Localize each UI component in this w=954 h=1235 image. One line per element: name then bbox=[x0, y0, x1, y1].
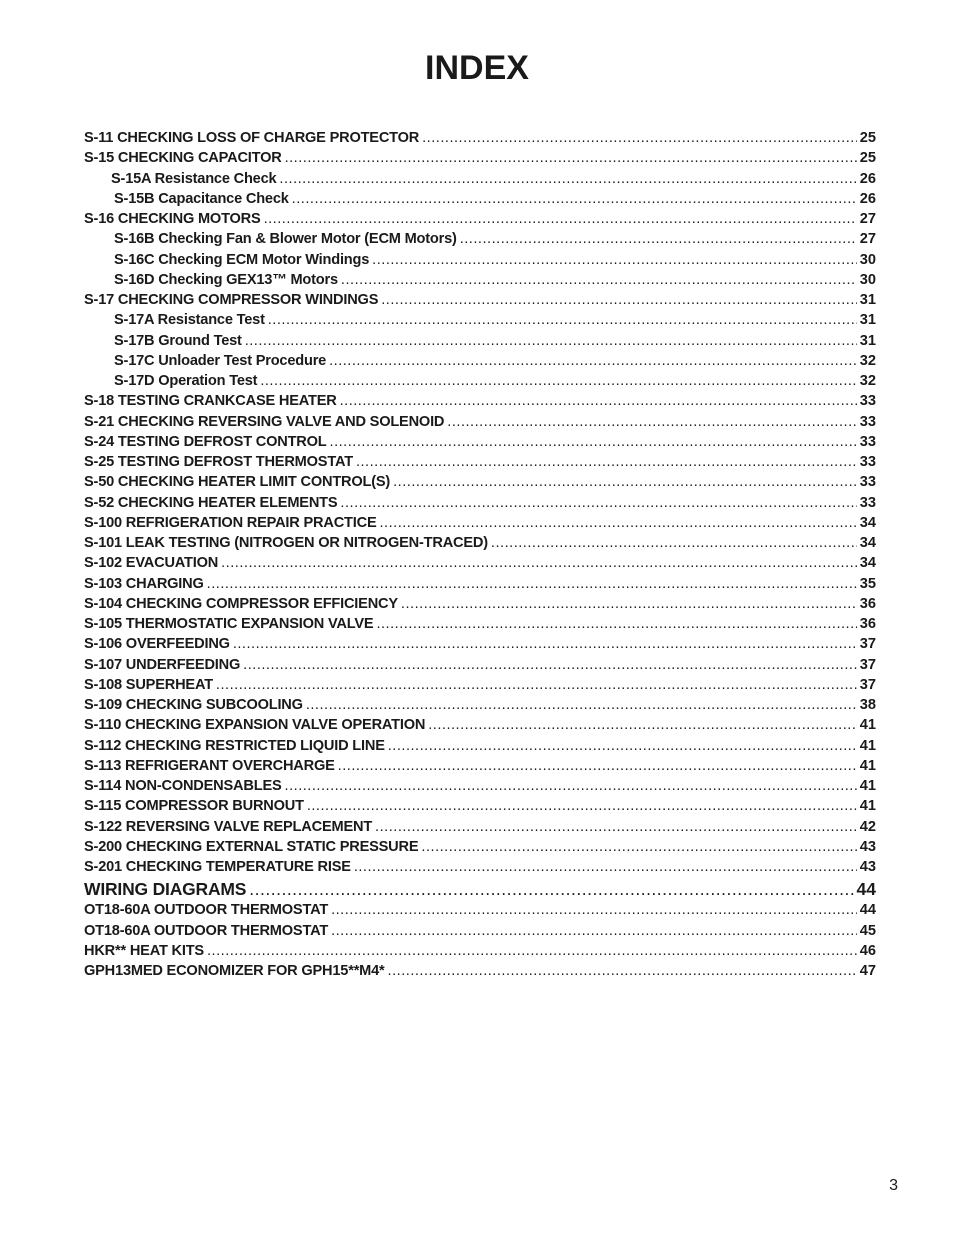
toc-entry bbox=[84, 171, 876, 191]
toc-entry-page: 31 bbox=[859, 292, 876, 308]
toc-entry bbox=[84, 879, 876, 902]
toc-dot-leader bbox=[264, 211, 857, 227]
toc-entry-page: 43 bbox=[859, 859, 876, 875]
toc-entry-page: 33 bbox=[859, 393, 876, 410]
toc-entry-page: 33 bbox=[859, 474, 876, 491]
toc-entry-title: OT18-60A OUTDOOR THERMOSTAT bbox=[84, 902, 329, 919]
toc-entry bbox=[84, 616, 876, 636]
toc-entry-title: S-16D Checking GEX13™ Motors bbox=[114, 271, 338, 288]
toc-dot-leader bbox=[340, 495, 856, 511]
toc-entry-page: 45 bbox=[859, 922, 876, 939]
toc-entry-title: S-122 REVERSING VALVE REPLACEMENT bbox=[84, 818, 373, 835]
toc-entry-page: 37 bbox=[859, 656, 876, 673]
toc-entry-page: 37 bbox=[859, 676, 876, 693]
toc-entry-page: 33 bbox=[859, 454, 876, 470]
toc-dot-leader bbox=[292, 191, 857, 207]
toc-dot-leader bbox=[376, 616, 856, 632]
toc-dot-leader bbox=[421, 839, 856, 855]
toc-dot-leader bbox=[285, 150, 857, 166]
toc-dot-leader bbox=[285, 778, 857, 794]
toc-dot-leader bbox=[331, 923, 857, 939]
toc-entry bbox=[84, 576, 876, 596]
toc-dot-leader bbox=[268, 312, 857, 328]
toc-dot-leader bbox=[207, 943, 857, 959]
toc-entry bbox=[84, 211, 876, 231]
toc-dot-leader bbox=[233, 636, 857, 652]
toc-dot-leader bbox=[422, 130, 857, 146]
toc-entry bbox=[84, 758, 876, 778]
toc-dot-leader bbox=[381, 292, 857, 308]
toc-entry-title: S-102 EVACUATION bbox=[84, 555, 219, 572]
toc-entry-page: 43 bbox=[859, 838, 876, 855]
toc-entry-page: 27 bbox=[859, 231, 876, 248]
toc-entry-title: S-113 REFRIGERANT OVERCHARGE bbox=[84, 757, 335, 774]
toc-dot-leader bbox=[249, 879, 853, 900]
toc-entry-page: 35 bbox=[859, 575, 876, 592]
toc-entry-page: 26 bbox=[859, 170, 876, 187]
toc-entry-title: S-24 TESTING DEFROST CONTROL bbox=[84, 433, 327, 450]
toc-entry-title: S-106 OVERFEEDING bbox=[84, 636, 230, 653]
toc-dot-leader bbox=[207, 576, 857, 592]
toc-dot-leader bbox=[388, 963, 857, 979]
toc-dot-leader bbox=[330, 434, 857, 450]
toc-entry-title: WIRING DIAGRAMS bbox=[84, 879, 247, 900]
toc-entry bbox=[84, 902, 876, 922]
toc-entry-page: 25 bbox=[859, 130, 876, 146]
toc-entry bbox=[84, 130, 876, 150]
toc-entry-title: S-112 CHECKING RESTRICTED LIQUID LINE bbox=[84, 737, 385, 754]
toc-entry-page: 30 bbox=[859, 251, 876, 268]
toc-entry-title: S-115 COMPRESSOR BURNOUT bbox=[84, 798, 304, 815]
toc-dot-leader bbox=[306, 697, 857, 713]
toc-entry-title: S-100 REFRIGERATION REPAIR PRACTICE bbox=[84, 514, 377, 531]
toc-dot-leader bbox=[428, 717, 857, 733]
toc-entry-page: 34 bbox=[859, 514, 876, 531]
toc-entry bbox=[84, 272, 876, 292]
toc-entry-page: 36 bbox=[859, 595, 876, 612]
toc-dot-leader bbox=[460, 231, 857, 247]
toc-entry-title: S-201 CHECKING TEMPERATURE RISE bbox=[84, 859, 351, 875]
toc-entry-title: S-110 CHECKING EXPANSION VALVE OPERATION bbox=[84, 717, 426, 734]
page-number: 3 bbox=[889, 1177, 898, 1194]
toc-entry-page: 38 bbox=[859, 697, 876, 713]
toc-entry-title: S-21 CHECKING REVERSING VALVE AND SOLENOID bbox=[84, 413, 445, 430]
toc-dot-leader bbox=[216, 677, 857, 693]
toc-entry-title: S-50 CHECKING HEATER LIMIT CONTROL(S) bbox=[84, 474, 391, 491]
toc-entry-title: OT18-60A OUTDOOR THERMOSTAT bbox=[84, 922, 329, 939]
toc-dot-leader bbox=[221, 555, 857, 571]
toc-entry bbox=[84, 943, 876, 963]
toc-entry bbox=[84, 738, 876, 758]
toc-entry-page: 41 bbox=[859, 757, 876, 774]
toc-dot-leader bbox=[375, 819, 857, 835]
toc-entry bbox=[84, 798, 876, 818]
toc-entry-title: S-17C Unloader Test Procedure bbox=[114, 352, 327, 369]
toc-entry bbox=[84, 963, 876, 983]
toc-entry-title: GPH13MED ECONOMIZER FOR GPH15**M4* bbox=[84, 963, 385, 979]
toc-dot-leader bbox=[491, 535, 857, 551]
toc-entry-title: S-15 CHECKING CAPACITOR bbox=[84, 150, 282, 167]
toc-entry-page: 27 bbox=[859, 211, 876, 227]
toc-dot-leader bbox=[401, 596, 857, 612]
toc-entry-title: S-18 TESTING CRANKCASE HEATER bbox=[84, 393, 337, 410]
toc-entry-title: S-114 NON-CONDENSABLES bbox=[84, 778, 282, 794]
toc-dot-leader bbox=[338, 758, 857, 774]
toc-entry bbox=[84, 555, 876, 575]
toc-entry-page: 30 bbox=[859, 271, 876, 288]
toc-entry-page: 33 bbox=[859, 413, 876, 430]
toc-entry-title: S-17A Resistance Test bbox=[114, 312, 265, 329]
toc-entry-title: S-15B Capacitance Check bbox=[114, 190, 289, 207]
toc-entry-page: 33 bbox=[859, 494, 876, 511]
toc-entry bbox=[84, 292, 876, 312]
toc-entry-page: 42 bbox=[859, 818, 876, 835]
toc-entry-page: 44 bbox=[856, 879, 876, 900]
toc-entry-page: 31 bbox=[859, 312, 876, 329]
toc-entry bbox=[84, 495, 876, 515]
toc-entry-page: 41 bbox=[859, 717, 876, 734]
toc-entry bbox=[84, 515, 876, 535]
toc-entry-page: 32 bbox=[859, 373, 876, 389]
toc-entry-page: 44 bbox=[859, 902, 876, 919]
toc-entry bbox=[84, 636, 876, 656]
toc-entry-title: S-200 CHECKING EXTERNAL STATIC PRESSURE bbox=[84, 838, 419, 855]
toc-dot-leader bbox=[341, 272, 857, 288]
toc-entry bbox=[84, 819, 876, 839]
toc-entry-page: 34 bbox=[859, 535, 876, 551]
toc-entry-title: S-17 CHECKING COMPRESSOR WINDINGS bbox=[84, 292, 379, 308]
toc-entry-page: 41 bbox=[859, 798, 876, 815]
toc-dot-leader bbox=[354, 859, 857, 875]
toc-entry-title: S-16C Checking ECM Motor Windings bbox=[114, 251, 370, 268]
toc-dot-leader bbox=[372, 252, 857, 268]
page-title: INDEX bbox=[425, 49, 529, 87]
toc-entry-title: S-15A Resistance Check bbox=[111, 170, 277, 187]
toc-entry bbox=[84, 778, 876, 798]
toc-entry bbox=[84, 373, 876, 393]
toc-entry-title: S-109 CHECKING SUBCOOLING bbox=[84, 697, 303, 713]
toc-entry bbox=[84, 414, 876, 434]
toc-dot-leader bbox=[447, 414, 856, 430]
toc-entry bbox=[84, 312, 876, 332]
toc-entry-page: 41 bbox=[859, 737, 876, 754]
toc-entry bbox=[84, 596, 876, 616]
toc-entry bbox=[84, 677, 876, 697]
toc-dot-leader bbox=[356, 454, 857, 470]
toc-entry-page: 32 bbox=[859, 352, 876, 369]
toc-entry-title: S-16B Checking Fan & Blower Motor (ECM Motors) bbox=[114, 231, 457, 248]
toc-entry-title: S-103 CHARGING bbox=[84, 575, 204, 592]
toc-entry bbox=[84, 454, 876, 474]
toc-entry bbox=[84, 697, 876, 717]
toc-entry bbox=[84, 353, 876, 373]
toc-entry-page: 31 bbox=[859, 332, 876, 349]
toc-entry bbox=[84, 474, 876, 494]
toc-entry-page: 41 bbox=[859, 778, 876, 794]
toc-entry-title: S-17D Operation Test bbox=[114, 373, 258, 389]
toc-dot-leader bbox=[329, 353, 857, 369]
toc-entry-page: 47 bbox=[859, 963, 876, 979]
toc-entry bbox=[84, 333, 876, 353]
toc-entry-page: 26 bbox=[859, 190, 876, 207]
toc-entry bbox=[84, 393, 876, 413]
toc-dot-leader bbox=[331, 902, 857, 918]
toc-entry bbox=[84, 231, 876, 251]
toc-entry-title: S-25 TESTING DEFROST THERMOSTAT bbox=[84, 454, 353, 470]
toc-entry bbox=[84, 657, 876, 677]
toc-dot-leader bbox=[307, 798, 857, 814]
toc-dot-leader bbox=[379, 515, 856, 531]
toc-dot-leader bbox=[245, 333, 857, 349]
toc-entry-title: S-105 THERMOSTATIC EXPANSION VALVE bbox=[84, 616, 374, 632]
toc-entry bbox=[84, 717, 876, 737]
toc-entry-title: S-52 CHECKING HEATER ELEMENTS bbox=[84, 494, 338, 511]
toc-entry-page: 25 bbox=[859, 150, 876, 167]
toc-dot-leader bbox=[388, 738, 857, 754]
toc-entry bbox=[84, 191, 876, 211]
toc-entry-page: 46 bbox=[859, 942, 876, 959]
toc-dot-leader bbox=[243, 657, 857, 673]
toc-entry-page: 37 bbox=[859, 636, 876, 653]
table-of-contents bbox=[84, 130, 876, 983]
toc-entry-title: S-16 CHECKING MOTORS bbox=[84, 211, 261, 227]
toc-entry-page: 36 bbox=[859, 616, 876, 632]
toc-entry bbox=[84, 252, 876, 272]
toc-entry-title: HKR** HEAT KITS bbox=[84, 942, 204, 959]
toc-entry bbox=[84, 839, 876, 859]
toc-entry bbox=[84, 859, 876, 879]
toc-dot-leader bbox=[340, 393, 857, 409]
toc-dot-leader bbox=[279, 171, 856, 187]
toc-entry-title: S-107 UNDERFEEDING bbox=[84, 656, 241, 673]
toc-entry-title: S-101 LEAK TESTING (NITROGEN OR NITROGEN-TRACED) bbox=[84, 535, 488, 551]
toc-entry bbox=[84, 150, 876, 170]
toc-entry-page: 33 bbox=[859, 433, 876, 450]
toc-entry bbox=[84, 535, 876, 555]
toc-entry-title: S-104 CHECKING COMPRESSOR EFFICIENCY bbox=[84, 595, 398, 612]
toc-entry bbox=[84, 434, 876, 454]
toc-entry-title: S-108 SUPERHEAT bbox=[84, 676, 213, 693]
toc-entry-title: S-11 CHECKING LOSS OF CHARGE PROTECTOR bbox=[84, 130, 420, 146]
toc-dot-leader bbox=[260, 373, 856, 389]
toc-dot-leader bbox=[393, 474, 857, 490]
toc-entry bbox=[84, 923, 876, 943]
toc-entry-title: S-17B Ground Test bbox=[114, 332, 242, 349]
toc-entry-page: 34 bbox=[859, 555, 876, 572]
